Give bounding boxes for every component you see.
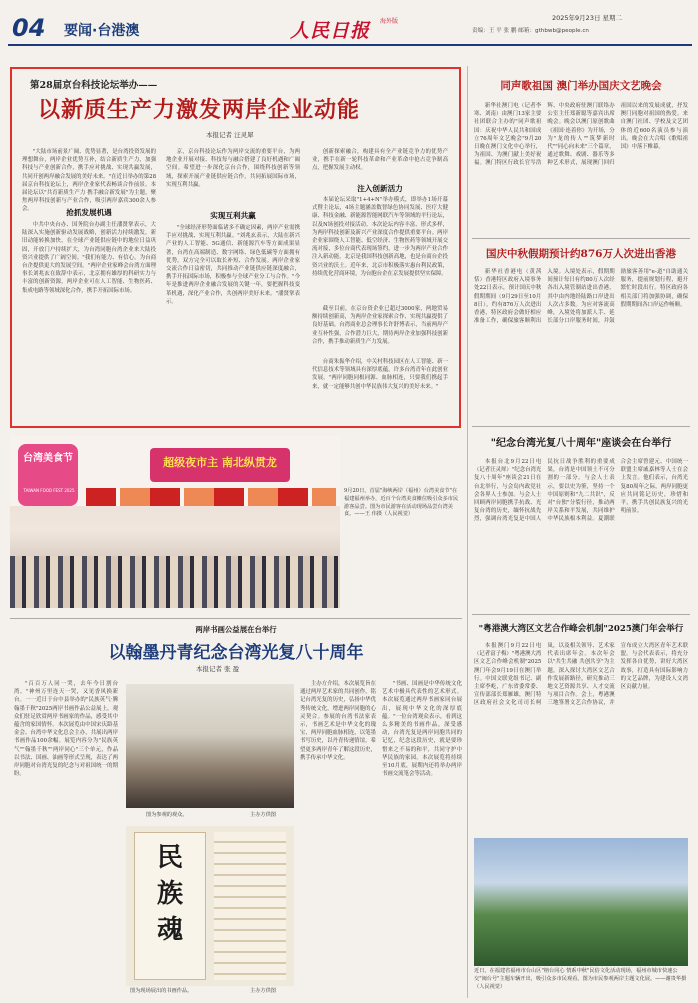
right-divider-1 (472, 238, 690, 239)
left-divider (10, 618, 462, 619)
lead-col2-body2: "全球经济形势面临诸多不确定因素，两岸产业需携手应对挑战、实现互利共赢。"刘兆玄表示，大陆在新兴产业的人工智能、5G通信、新能源汽车等方面成果显著，台湾在高端制造、数字网络、绿色低碳等方面拥有优势，双方完全可以取长补短、合作发展。两岸企业家交流合作日益密切，共同推动产业链供应链深度融合，携手开拓国际市场，积极参与全球产业分工与合作。"今年是推进两岸企业融合发展的关键一年，要把握科技变革机遇，深化产业合作，共创两岸美好未来。"潘贤掌表示。 (166, 225, 300, 305)
scroll-text: 民族魂 (156, 843, 183, 945)
lead-col1-body: 中共中央台办、国务院台办副主任潘贤掌表示，大陆深入实施创新驱动发展战略，创新活力持续激发，新旧动能转换加快，在全球产业链供应链中的地位日益巩固，开放门户持续扩大，为台湾同胞台湾企业来大陆投资兴业提供了广阔空间。"我们有能力、有信心，为台商台企提供更大的发展空间。"两岸企业家峰会台湾方面理事长刘兆玄在致辞中表示，北京拥有雄厚的科研实力与丰富的创新资源，两岸企业可在人工智能、生物医药、集成电路等领域深化合作，携手开拓国际市场。 (22, 222, 156, 294)
lead-col1-intro: "大陆市场前景广阔、优势显著，是台湾投资发展的理想舞台，两岸企业优势互补，结合新质生产力，加强科技与产业创新合作，携手应对挑战、实现共赢发展，共同开创两岸融合发展的美好未来。"在近日举办的第28届京台科技论坛上，两岸企业家代表畅谈合作前景。本届论坛以"共育新质生产力 携手融合新发展"为主题，聚焦两岸科技创新与产业合作，吸引两岸嘉宾300余人参会。 (22, 149, 156, 213)
right-divider-3 (472, 614, 690, 615)
night-market-photo (10, 436, 340, 608)
lead-col2-subhead: 实现互利共赢 (210, 211, 256, 220)
gba-culture-headline: "粤港澳大湾区文艺合作峰会机制"2025澳门年会举行 (478, 624, 684, 634)
fuzhou-bus-photo (474, 838, 688, 966)
calligraphy-headline: 以翰墨丹青纪念台湾光复八十周年 (108, 643, 364, 663)
calligraphy-kicker: 两岸书画公益展在台举行 (195, 625, 277, 634)
column-divider (467, 66, 468, 998)
lead-col2-body1: 京，京台科技论坛作为两岸交流的重要平台，为两地企业开展对接、科技每与融合搭建了良好机遇和广阔空间。希望进一步深化京台合作，围绕科技创新等领域，探索开展产业链供应链合作，共同拓展国际市场，实现互利共赢。 (166, 149, 300, 188)
masthead-rule (8, 44, 692, 46)
lead-col1-subhead: 抢抓发展机遇 (66, 208, 112, 217)
lead-col3-body4: 台商朱振华介绍，中关村科技园区在人工智能、新一代信息技术等领域具有深厚底蕴，许多台湾青年在此创业发展。"两岸同胞同根同源、血脉相连，只要我们携起手来，就一定能够共创中华民族伟大复兴的美好未来。" (312, 359, 448, 390)
macau-gala-headline: 同声歌祖国 澳门举办国庆文艺晚会 (500, 80, 662, 92)
calligraphy-col1: "百百万人同一哭，去年今日割台湾。"神州万里连天一哭，又见香风换新台。一一近日于台中县举办的"民族英气·腾翰墨千秋"2025两岸书画作品公益展上，观众们驻足欣赏两岸书画家的作品，感受其中蕴含的家国情怀。本次展览由中国宋庆龄基金会、台湾中华文化总会主办，共展出两岸书画作品100余幅。展览内容分为"民族英气""翰墨千秋""两岸同心"三个单元，作品以书法、国画、油画等形式呈现，表达了两岸同胞对台湾光复的纪念与对祖国统一的期盼。 (14, 681, 118, 778)
photo2-caption: 图为现场展出的书画作品。 (130, 988, 193, 994)
photo1-credit: 主办方供图 (250, 812, 276, 818)
lead-col3-subhead: 注入创新活力 (357, 184, 403, 193)
logo-subtitle: 海外版 (380, 18, 399, 25)
hk-holiday-headline: 国庆中秋假期预计约876万人次进出香港 (486, 248, 676, 260)
macau-gala-body: 新华社澳门电（记者李寒、刘南）由澳门13家主要社团联合主办的"同声歌祖国：庆祝中华人民共和国成立76周年文艺晚会"9月20日晚在澳门文化中心举行，为祖国、为澳门献上美好祝福。澳门特区行政长官岑浩辉、中央政府驻澳门联络办公室主任郑新聪等嘉宾出席晚会。晚会以澳门原创歌曲《祖国·连着你》为开场，分为"龙的传人""筑梦新时代""同心向未来"三个篇章，通过歌舞、戏剧、器乐等多种艺术形式，展现澳门回归祖国以来的发展成就，抒发澳门同胞对祖国的热爱。来自澳门社团、学校及文艺团体的近600名演员参与演出。晚会在大合唱《歌唱祖国》中落下帷幕。 (474, 103, 688, 167)
section-title: 要闻·台港澳 (64, 23, 140, 39)
newspaper-logo: 人民日报 (290, 20, 371, 42)
lead-kicker: 第28届京台科技论坛举办—— (30, 80, 158, 91)
night-market-caption: 9月20日，首届"海峡两岸（福州）台湾美食节"在福建福州举办，近百个台湾美食摊位吸引众多市民游客品尝。图为市民游客在活动现场品尝台湾美食。——王 伟摄（人民视觉） (344, 488, 459, 518)
lead-byline: 本报记者 汪灵犀 (206, 131, 254, 139)
hk-holiday-body: 新华社香港电（黄茜恬）香港特区政府入境事务处22日表示，预计国庆中秋假期期间（9月29日至10月8日），约有876万人次进出香港，特区政府会做好相应准备工作，确保旅客顺利出入境。入境处表示，假期期间预计每日有约80万人次经各出入境管制站进出香港，其中由内地经陆路口岸进出人次占多数。为应对客流高峰，入境处将加派人手、延长部分口岸服务时间，并鼓励旅客善用"e-道"自助通关服务，提前规划行程，避开繁忙时段出行。特区政府各相关部门将加强协调，确保假期期间各口岸运作畅顺。 (474, 269, 688, 325)
calligraphy-byline: 本报记者 张 盈 (196, 665, 240, 673)
lead-headline: 以新质生产力激发两岸企业动能 (38, 97, 361, 123)
lead-col3-body3: 截至目前，在京台资企业已超过3000家，两地贸易额持续创新高，为两岸企业家探索合作、实现共赢提供了良好基础。台湾商业总会理事长许舒博表示，当前两岸产业互补性强，合作潜力巨大，期待两岸企业加强科技创新合作，携手推动新质生产力发展。 (312, 306, 448, 345)
calligraphy-col2: 主办方介绍，本次展览旨在通过两岸艺术家的共同创作，铭记台湾光复的历史，弘扬中华优秀传统文化，增进两岸同胞的心灵契合。参展的台湾书法家表示，书画艺术是中华文化的瑰宝，两岸同胞血脉相连，以笔墨书写历史，以丹青传递情谊，希望更多两岸青年了解这段历史，携手传承中华文化。 (300, 681, 376, 761)
banner-en: TAIWAN FOOD FEST 2025 (23, 488, 75, 493)
lead-col3-body1: 创新探索融合，构建具有全产业链竞争力的优势产业，携手在新一轮科技革命和产业革命中抢占竞争制高点，把握发展主动权。 (312, 149, 448, 172)
taiwan-seminar-headline: "纪念台湾光复八十周年"座谈会在台举行 (490, 438, 672, 449)
gba-culture-body: 本报澳门9月22日电（记者富子梅）"粤港澳大湾区文艺合作峰会机制"2025澳门年会9月19日在澳门举行。中国文联党组书记、副主席李屹，广东省委常委、宣传部部长郑雁雄，澳门特区政府社会文化司司长柯岚，以及相关领导、艺术家代表出席年会。本次年会以"共生共融 共创共享"为主题，深入探讨大湾区文艺合作发展新路径，研究推动三地文艺资源共享、人才交流与项目合作。会上，粤港澳三地签署文艺合作协议，并宣布成立大湾区青年艺术联盟。与会代表表示，将充分发挥各自优势，讲好大湾区故事，打造具有国际影响力的文艺品牌，为建设人文湾区贡献力量。 (474, 643, 688, 707)
photo1-caption: 图为参观的观众。 (146, 812, 188, 818)
exhibition-visitors-photo (126, 684, 294, 808)
fuzhou-bus-caption: 近日，在福建省福州市台山区"榕台同心 情系中秋"民俗文化活动现场，福州市城市快速公交"闽台号"主题车辆开出，吸引众多市民观看。图为市民参观两岸主题文化展。——谢贵华摄（人民视觉） (474, 968, 687, 990)
taiwan-seminar-body: 本报台北9月22日电（记者汪灵犀）"纪念台湾光复八十周年"座谈会21日在台北举行，与会岛内政党社会各界人士参加。与会人士回顾两岸同胞携手抗战、光复台湾的历史，缅怀抗战先烈，强调台湾光复是中国人民抗日战争胜利的重要成果，台湾是中国领土不可分割的一部分。与会人士表示，要以史为鉴，坚持一个中国原则和"九二共识"，反对"台独"分裂行径，推动两岸关系和平发展，共同维护中华民族根本利益。夏潮联合会主席曾建元、中国统一联盟主席戚嘉林等人士在会上发言。他们表示，台湾光复80周年之际，两岸同胞更应共同铭记历史，珍惜和平，携手共创民族复兴的光明前景。 (474, 459, 688, 523)
editor-info: 责编：王 平 张 鹏 邮箱：gthbwb@people.cn (472, 28, 589, 34)
photo2-credit: 主办方供图 (250, 988, 276, 994)
lead-col3-body2: 本届论坛采取"1+4+N"举办模式，即举办1场开幕式暨主论坛，4场主题涵盖数智绿色协同发展、医疗大健康、科技金融、新能源智能网联汽车等领域的平行论坛，以及N场创投对接活动。本次论坛内容丰富、形式多样，为两岸科技创新及新兴产业深度合作提供重要平台。两岸企业家围绕人工智能、低空经济、生物医药等领域开展交流对接，多位台商代表现场签约，进一步为两岸产业合作注入新动能。北京是我国科技创新高地，也是台商台企投资兴业的沃土。近年来，北京市积极落实惠台利民政策，持续优化营商环境，为台胞台企在京发展提供坚实保障。 (312, 197, 448, 277)
issue-date: 2025年9月23日 星期二 (552, 14, 623, 22)
calligraphy-works-photo (126, 826, 294, 986)
calligraphy-col3: "书画、国画是中华传统文化艺术中极具代表性的艺术形式。本次展览通过两岸书画家同台展出，展现中华文化的深厚底蕴。"一位台湾观众表示，看到这么多精美的书画作品，深受感动，台湾光复是两岸同胞共同的记忆，纪念这段历史，就是要珍惜来之不易的和平，共同守护中华民族的家园。本次展览将持续至10月底，展期内还将举办两岸书画交流笔会等活动。 (382, 681, 462, 778)
banner-sub: 台湾美食节 (23, 453, 73, 464)
right-divider-2 (472, 426, 690, 427)
page-number: 04 (12, 14, 46, 42)
banner-title: 超级夜市主 南北纵贯龙 (163, 456, 277, 469)
